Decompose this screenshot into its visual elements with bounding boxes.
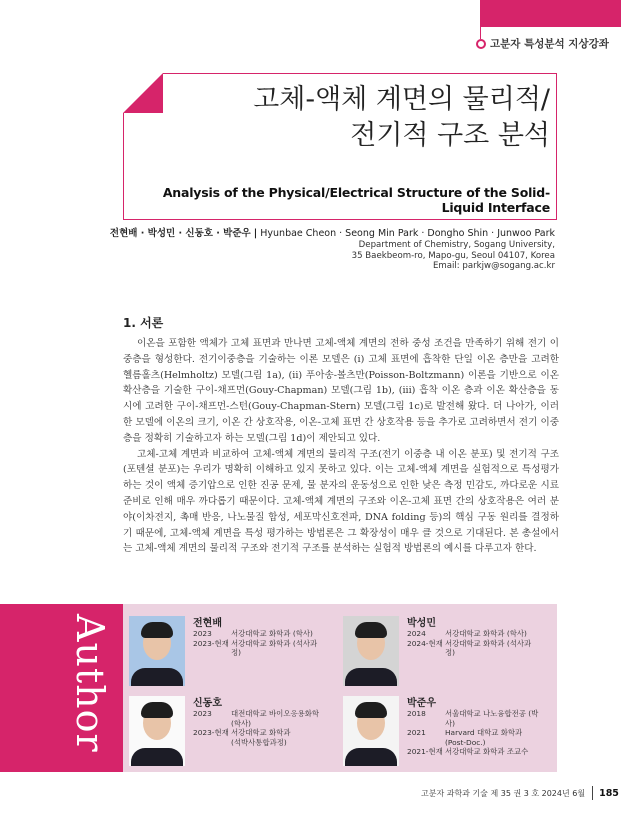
title-line-1: 고체-액체 계면의 물리적/ [253, 84, 550, 115]
history-desc: (석박사통합과정) [231, 737, 287, 747]
affiliation-address: 35 Baekbeom-ro, Mapo-gu, Seoul 04107, Korea [351, 250, 555, 261]
history-year: 2024-현재 [407, 638, 443, 648]
author-photo [343, 696, 399, 766]
author-name: 박준우 [407, 698, 436, 709]
authors-korean: 전현배 · 박성민 · 신동호 · 박준우 [109, 228, 251, 239]
author-history [407, 629, 541, 658]
author-card [337, 604, 543, 684]
history-desc: 서강대학교 화학과 (학사) [445, 629, 527, 638]
author-card [123, 684, 329, 764]
history-desc: Harvard 대학교 화학과 [445, 728, 523, 737]
author-label: Author [68, 614, 112, 753]
body-text [123, 336, 559, 557]
author-name: 박성민 [407, 618, 436, 629]
history-desc: 서강대학교 화학과 조교수 [445, 747, 529, 756]
history-year: 2023-현재 [193, 728, 229, 737]
circle-bullet-icon [476, 39, 486, 49]
author-card [337, 684, 543, 764]
title-box [123, 73, 557, 220]
history-desc: 서강대학교 화학과 [231, 728, 291, 737]
paragraph: 이온을 포함한 액체가 고체 표면과 만나면 고체-액체 계면의 전하 중성 조건을 만족하기 위해 전기 이중층을 형성한다. 전기이중층을 기술하는 이론 모델은 (i) 고체 표면에 흡착한 단일 이온 층만을 고려한 헬름홀츠(Helmholtz) 모델(그림 1a), (ii) 푸아송-볼츠만(Poisson-Boltzmann) 이론을 기반으로 이온 확산층을 기술한 구이-채프먼(Gouy-Chapman) 모델(그림 1b), (iii) 흡착 이온 층과 이온 확산층을 동시에 고려한 구이-채프먼-스턴(Gouy-Chapman-Stern) 모델(그림 1c)로 발전해 왔다. 더 나아가, 이러한 모델에 이온의 크기, 이온 간 상호작용, 이온-고체 표면 간 상호작용 등을 추가로 고려하면서 전기 이중층을 정확히 기술하고자 하는 모델(그림 1d)이 제안되고 있다. [123, 338, 559, 444]
history-year [407, 738, 445, 748]
author-photo [343, 616, 399, 686]
footer-divider [592, 786, 593, 800]
folded-corner-decoration [123, 73, 163, 113]
history-desc: 서울대학교 나노융합전공 (박사) [445, 709, 539, 728]
affiliation [352, 240, 555, 272]
author-line [110, 225, 555, 239]
history-year: 2023-현재 [193, 638, 229, 648]
history-desc: 서강대학교 화학과 (석사과정) [445, 638, 532, 657]
author-name: 신동호 [193, 698, 222, 709]
history-year: 2024 [407, 629, 426, 638]
author-card [123, 604, 329, 684]
history-year: 2021-현재 [407, 747, 443, 756]
english-title: Analysis of the Physical/Electrical Structure of the Solid-Liquid Interface [162, 185, 550, 215]
history-desc: 대전대학교 바이오응용화학 (학사) [231, 709, 320, 728]
author-history [193, 629, 327, 658]
section-heading: 1. 서론 [123, 316, 164, 330]
page-number: 185 [599, 787, 619, 799]
korean-title [253, 82, 550, 154]
author-photo [129, 616, 185, 686]
page-footer [421, 786, 619, 800]
author-name: 전현배 [193, 618, 222, 629]
history-desc: 서강대학교 화학과 (석사과정) [231, 638, 318, 657]
author-panel [123, 604, 557, 772]
author-label-panel [0, 604, 123, 772]
history-year [193, 738, 231, 748]
history-desc: (Post-Doc.) [445, 737, 486, 747]
history-year: 2018 [407, 709, 426, 718]
paragraph: 고체-고체 계면과 비교하여 고체-액체 계면의 물리적 구조(전기 이중층 내 이온 분포) 및 전기적 구조(포텐셜 분포)는 우리가 명확히 이해하고 있지 못하고 있다. 이는 고체-액체 계면을 실험적으로 특성평가하는 것이 액체 증기압으로 인한 진공 문제, 물 분자의 운동성으로 인한 낮은 측정 민감도, 까다로운 시료 준비로 인해 매우 까다롭기 때문이다. 고체-액체 계면의 구조와 이온-고체 표면 간의 상호작용은 여러 분야(이차전지, 촉매 반응, 나노물질 합성, 세포막신호전파, DNA folding 등)의 핵심 구동 원리를 결정하기 때문에, 고체-액체 계면을 특성 평가하는 방법론은 그 확장성이 매우 클 것으로 기대된다. 본 총설에서는 고체-액체 계면의 물리적 구조와 전기적 구조를 분석하는 실험적 방법론의 예시를 다루고자 한다. [123, 448, 559, 555]
journal-citation: 고분자 과학과 기술 제 35 권 3 호 2024년 6월 [421, 788, 586, 798]
affiliation-email[interactable]: Email: parkjw@sogang.ac.kr [432, 261, 555, 271]
title-line-2: 전기적 구조 분석 [350, 120, 550, 151]
history-year: 2023 [193, 709, 212, 718]
history-desc: 서강대학교 화학과 (학사) [231, 629, 313, 638]
authors-separator: | [253, 228, 258, 239]
history-year: 2023 [193, 629, 212, 638]
affiliation-dept: Department of Chemistry, Sogang University, [358, 240, 555, 250]
authors-english: Hyunbae Cheon · Seong Min Park · Dongho Shin · Junwoo Park [260, 228, 555, 239]
header-accent-bar [480, 0, 621, 27]
series-label: 고분자 특성분석 지상강좌 [490, 38, 609, 50]
author-history [407, 709, 541, 757]
author-photo [129, 696, 185, 766]
series-tag [476, 36, 609, 51]
history-year: 2021 [407, 728, 426, 737]
author-history [193, 709, 327, 747]
